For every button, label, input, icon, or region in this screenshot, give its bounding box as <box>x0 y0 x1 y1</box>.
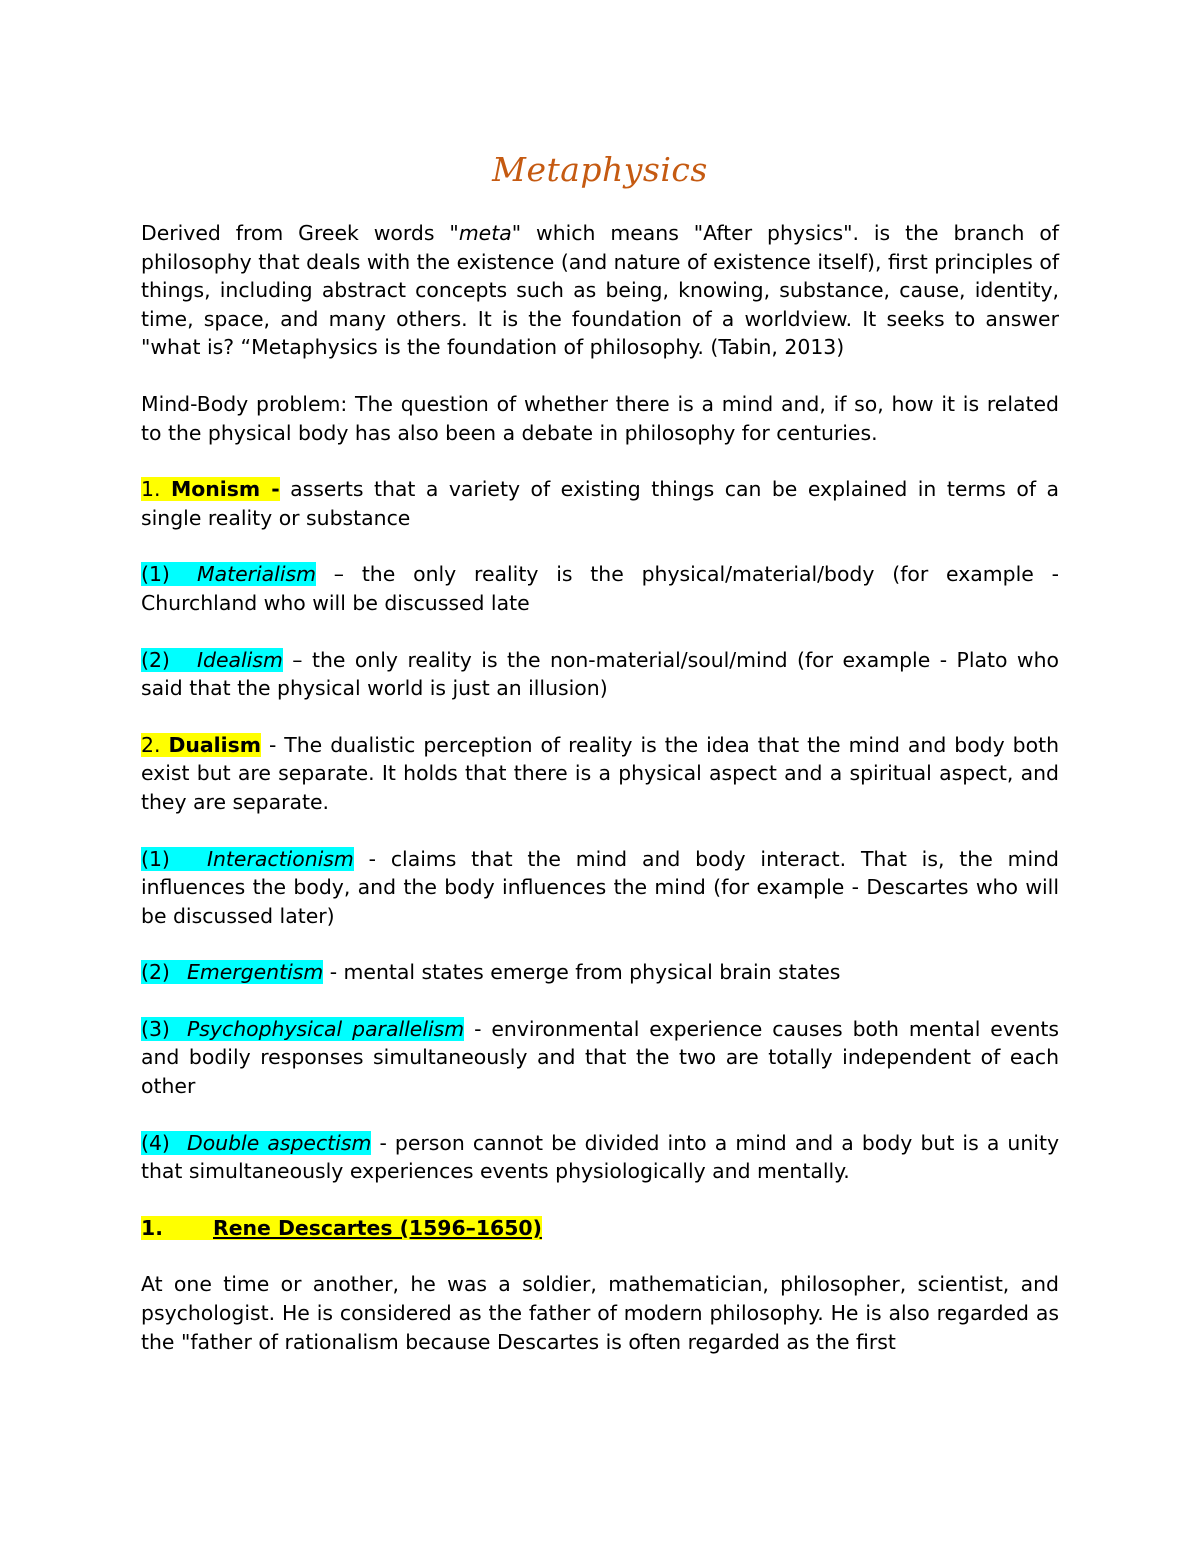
monism-paragraph: 1. Monism - asserts that a variety of existing things can be explained in terms of a single reality or substance <box>141 477 1059 530</box>
interactionism-label: (1) Interactionism <box>141 846 354 871</box>
dualism-paragraph: 2. Dualism - The dualistic perception of reality is the idea that the mind and body both exist but are separate. It holds that there is a physical aspect and a spiritual aspect, and they are separate. <box>141 732 1059 814</box>
mind-body-paragraph: Mind-Body problem: The question of whether there is a mind and, if so, how it is related to the physical body has also been a debate in philosophy for centuries. <box>141 391 1059 445</box>
emergentism-paragraph: (2) Emergentism - mental states emerge from physical brain states <box>141 960 841 985</box>
aspectism-paragraph: (4) Double aspectism - person cannot be divided into a mind and a body but is a unity that simultaneously experiences events physiologically and mentally. <box>141 1130 1060 1184</box>
parallelism-paragraph: (3) Psychophysical parallelism - environmental experience causes both mental events and bodily responses simultaneously and that the two are totally independent of each other <box>141 1016 1059 1099</box>
parallelism-label: (3) Psychophysical parallelism <box>141 1016 465 1041</box>
emergentism-label: (2) Emergentism <box>141 960 324 985</box>
aspectism-label: (4) Double aspectism <box>141 1130 372 1155</box>
document-page <box>141 150 1059 1356</box>
intro-paragraph: Derived from Greek words "meta" which means "After physics". is the branch of philosophy that deals with the existence (and nature of existence itself), first principles of things, including abstract concepts such as being, knowing, substance, cause, identity, time, space, and many others. It is the foundation of a worldview. It seeks to answer "what is? “Metaphysics is the foundation of philosophy. (Tabin, 2013) <box>141 221 1059 360</box>
idealism-label: (2) Idealism <box>141 647 283 672</box>
monism-label: 1. Monism - <box>141 477 280 502</box>
interactionism-paragraph: (1) Interactionism - claims that the mind and body interact. That is, the mind influences the body, and the body influences the mind (for example - Descartes who will be discussed later) <box>141 846 1059 928</box>
descartes-heading: 1. Rene Descartes (1596–1650) <box>141 1215 542 1240</box>
idealism-paragraph: (2) Idealism – the only reality is the non-material/soul/mind (for example - Plato who said that the physical world is just an illusion) <box>141 647 1059 701</box>
meta-word: meta <box>458 221 512 245</box>
materialism-paragraph: (1) Materialism – the only reality is the physical/material/body (for example - Churchland who will be discussed late <box>141 562 1059 615</box>
page-title: Metaphysics <box>492 150 708 189</box>
descartes-paragraph: At one time or another, he was a soldier, mathematician, philosopher, scientist, and psychologist. He is considered as the father of modern philosophy. He is also regarded as the "father of rationalism because Descartes is often regarded as the first <box>141 1272 1059 1354</box>
materialism-label: (1) Materialism <box>141 562 316 587</box>
dualism-label: 2. Dualism <box>141 732 262 757</box>
